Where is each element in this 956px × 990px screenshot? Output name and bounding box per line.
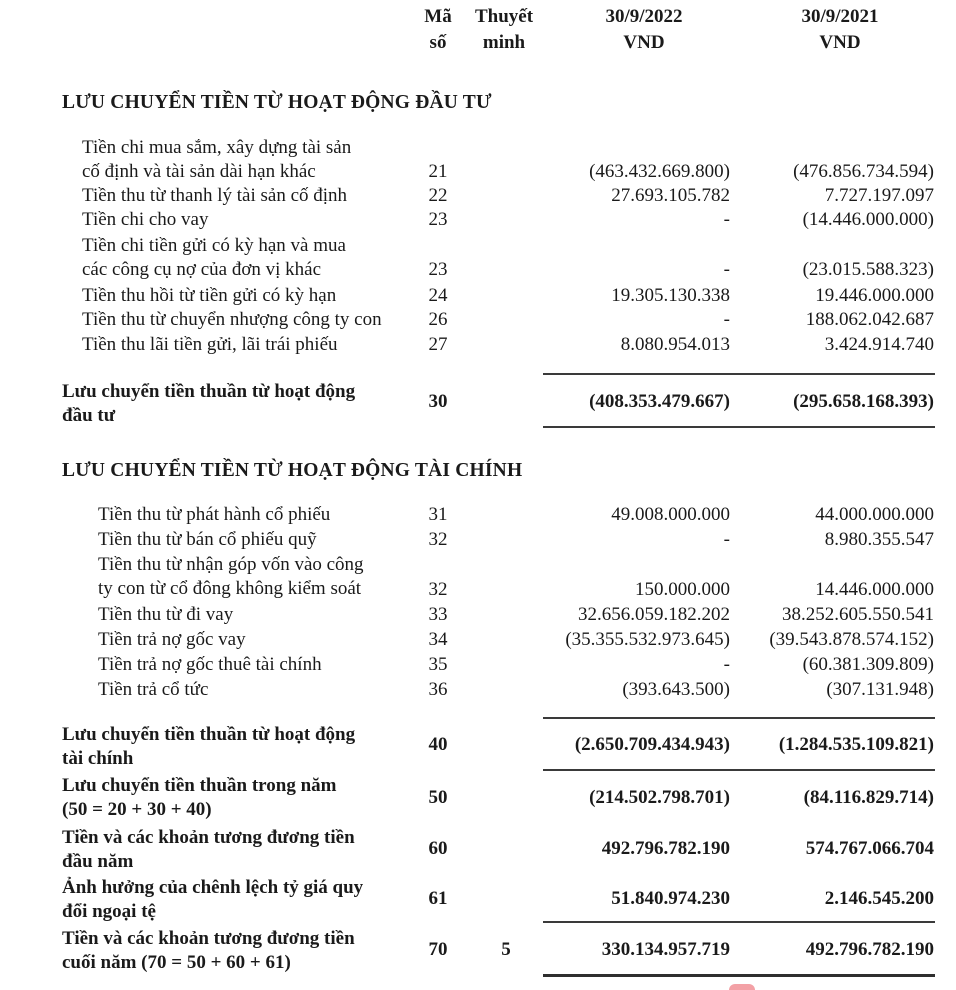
label-line: Tiền thu từ nhận góp vốn vào công: [98, 554, 364, 575]
investing-row-current: (463.432.669.800): [589, 161, 730, 182]
summary-row-label: [62, 826, 355, 874]
header-code-line1: Mã: [424, 6, 452, 27]
summary-row-current: 492.796.782.190: [601, 838, 730, 859]
investing-row-label: [82, 136, 351, 184]
financing-row-current: 49.008.000.000: [611, 504, 730, 525]
closing-balance-top-rule: [543, 921, 935, 923]
label-line: cuối năm (70 = 50 + 60 + 61): [62, 952, 291, 973]
summary-row-label: [62, 774, 336, 822]
financing-total-code: 40: [428, 734, 448, 755]
label-line: Lưu chuyển tiền thuần từ hoạt động: [62, 724, 356, 745]
investing-row-code: 22: [428, 185, 448, 206]
investing-row-label: Tiền thu hồi từ tiền gửi có kỳ hạn: [82, 285, 337, 306]
investing-total-top-rule: [543, 373, 935, 375]
financing-row-prior: (39.543.878.574.152): [769, 629, 934, 650]
investing-total-current: (408.353.479.667): [589, 391, 730, 412]
investing-row-label: Tiền thu từ chuyển nhượng công ty con: [82, 309, 382, 330]
financing-row-code: 33: [428, 604, 448, 625]
financing-total-label: [62, 723, 355, 771]
financing-row-code: 36: [428, 679, 448, 700]
financing-row-current: (393.643.500): [622, 679, 730, 700]
summary-row-prior: 2.146.545.200: [824, 888, 934, 909]
financing-row-code: 35: [428, 654, 448, 675]
investing-row-prior: 3.424.914.740: [824, 334, 934, 355]
investing-total-bottom-rule: [543, 426, 935, 428]
investing-row-label: Tiền chi cho vay: [82, 209, 209, 230]
label-line: Tiền và các khoản tương đương tiền: [62, 928, 355, 949]
investing-section-title: LƯU CHUYỂN TIỀN TỪ HOẠT ĐỘNG ĐẦU TƯ: [62, 92, 492, 113]
label-line: Ảnh hưởng của chênh lệch tỷ giá quy: [62, 877, 364, 898]
label-line: cố định và tài sản dài hạn khác: [82, 161, 316, 182]
header-note-line1: Thuyết: [474, 6, 534, 27]
financing-section-title: LƯU CHUYỂN TIỀN TỪ HOẠT ĐỘNG TÀI CHÍNH: [62, 460, 523, 481]
investing-row-current: -: [723, 309, 730, 330]
label-line: Lưu chuyển tiền thuần từ hoạt động: [62, 381, 356, 402]
summary-row-current: 51.840.974.230: [611, 888, 730, 909]
label-line: Tiền chi mua sắm, xây dựng tài sản: [82, 137, 352, 158]
header-current-period: [574, 4, 714, 56]
investing-row-label: [82, 234, 346, 282]
investing-row-prior: (476.856.734.594): [793, 161, 934, 182]
investing-total-prior: (295.658.168.393): [793, 391, 934, 412]
financing-row-label: Tiền trả nợ gốc thuê tài chính: [98, 654, 322, 675]
red-stamp-mark: [729, 984, 755, 990]
summary-row-current: (214.502.798.701): [589, 787, 730, 808]
financing-row-prior: (307.131.948): [826, 679, 934, 700]
financing-row-prior: (60.381.309.809): [802, 654, 934, 675]
financing-row-label: [98, 553, 364, 601]
header-current-currency: VND: [623, 32, 665, 53]
investing-row-prior: 7.727.197.097: [824, 185, 934, 206]
closing-balance-bottom-rule: [543, 974, 935, 977]
investing-row-prior: 19.446.000.000: [815, 285, 934, 306]
financing-row-prior: 44.000.000.000: [815, 504, 934, 525]
financing-row-current: -: [723, 654, 730, 675]
header-code-line2: số: [429, 32, 447, 53]
financing-total-prior: (1.284.535.109.821): [778, 734, 934, 755]
label-line: ty con từ cổ đông không kiểm soát: [98, 578, 362, 599]
summary-row-code: 70: [428, 939, 448, 960]
summary-row-note: 5: [501, 939, 511, 960]
financing-row-current: 32.656.059.182.202: [578, 604, 730, 625]
financing-row-current: (35.355.532.973.645): [565, 629, 730, 650]
financing-row-prior: 8.980.355.547: [824, 529, 934, 550]
label-line: Tiền và các khoản tương đương tiền: [62, 827, 355, 848]
label-line: các công cụ nợ của đơn vị khác: [82, 259, 322, 280]
investing-row-code: 27: [428, 334, 448, 355]
investing-total-label: [62, 380, 355, 428]
financing-row-prior: 14.446.000.000: [815, 579, 934, 600]
summary-row-prior: 574.767.066.704: [805, 838, 934, 859]
investing-row-current: -: [723, 259, 730, 280]
label-line: Tiền chi tiền gửi có kỳ hạn và mua: [82, 235, 346, 256]
investing-row-code: 23: [428, 209, 448, 230]
investing-row-code: 24: [428, 285, 448, 306]
financing-row-code: 34: [428, 629, 448, 650]
investing-row-current: -: [723, 209, 730, 230]
financing-row-label: Tiền trả cổ tức: [98, 679, 209, 700]
label-line: đầu tư: [62, 405, 116, 426]
header-note-line2: minh: [482, 32, 526, 53]
financing-row-code: 32: [428, 579, 448, 600]
summary-row-code: 61: [428, 888, 448, 909]
investing-total-code: 30: [428, 391, 448, 412]
investing-row-code: 26: [428, 309, 448, 330]
financing-row-current: -: [723, 529, 730, 550]
financing-row-label: Tiền trả nợ gốc vay: [98, 629, 246, 650]
financing-total-bottom-rule: [543, 769, 935, 771]
investing-row-prior: (14.446.000.000): [802, 209, 934, 230]
financing-row-label: Tiền thu từ đi vay: [98, 604, 234, 625]
investing-row-prior: 188.062.042.687: [805, 309, 934, 330]
investing-row-label: Tiền thu lãi tiền gửi, lãi trái phiếu: [82, 334, 338, 355]
summary-row-prior: (84.116.829.714): [803, 787, 934, 808]
summary-row-code: 60: [428, 838, 448, 859]
header-prior-date: 30/9/2021: [801, 6, 879, 27]
header-code-column: [418, 4, 458, 56]
investing-row-current: 27.693.105.782: [611, 185, 730, 206]
summary-row-prior: 492.796.782.190: [805, 939, 934, 960]
investing-row-current: 19.305.130.338: [611, 285, 730, 306]
financing-row-code: 32: [428, 529, 448, 550]
financing-row-label: Tiền thu từ phát hành cổ phiếu: [98, 504, 331, 525]
summary-row-label: [62, 876, 363, 924]
label-line: đầu năm: [62, 851, 134, 872]
financing-row-code: 31: [428, 504, 448, 525]
summary-row-label: [62, 927, 355, 975]
investing-row-prior: (23.015.588.323): [802, 259, 934, 280]
investing-row-code: 21: [428, 161, 448, 182]
financing-row-label: Tiền thu từ bán cổ phiếu quỹ: [98, 529, 317, 550]
financing-row-prior: 38.252.605.550.541: [782, 604, 934, 625]
header-current-date: 30/9/2022: [605, 6, 683, 27]
label-line: đổi ngoại tệ: [62, 901, 156, 922]
header-prior-period: [770, 4, 910, 56]
investing-row-current: 8.080.954.013: [620, 334, 730, 355]
label-line: (50 = 20 + 30 + 40): [62, 799, 212, 820]
summary-row-current: 330.134.957.719: [601, 939, 730, 960]
financing-total-top-rule: [543, 717, 935, 719]
label-line: Lưu chuyển tiền thuần trong năm: [62, 775, 337, 796]
investing-row-code: 23: [428, 259, 448, 280]
investing-row-label: Tiền thu từ thanh lý tài sản cố định: [82, 185, 348, 206]
summary-row-code: 50: [428, 787, 448, 808]
header-note-column: [466, 4, 542, 56]
header-prior-currency: VND: [819, 32, 861, 53]
label-line: tài chính: [62, 748, 134, 769]
financing-row-current: 150.000.000: [635, 579, 730, 600]
financing-total-current: (2.650.709.434.943): [574, 734, 730, 755]
